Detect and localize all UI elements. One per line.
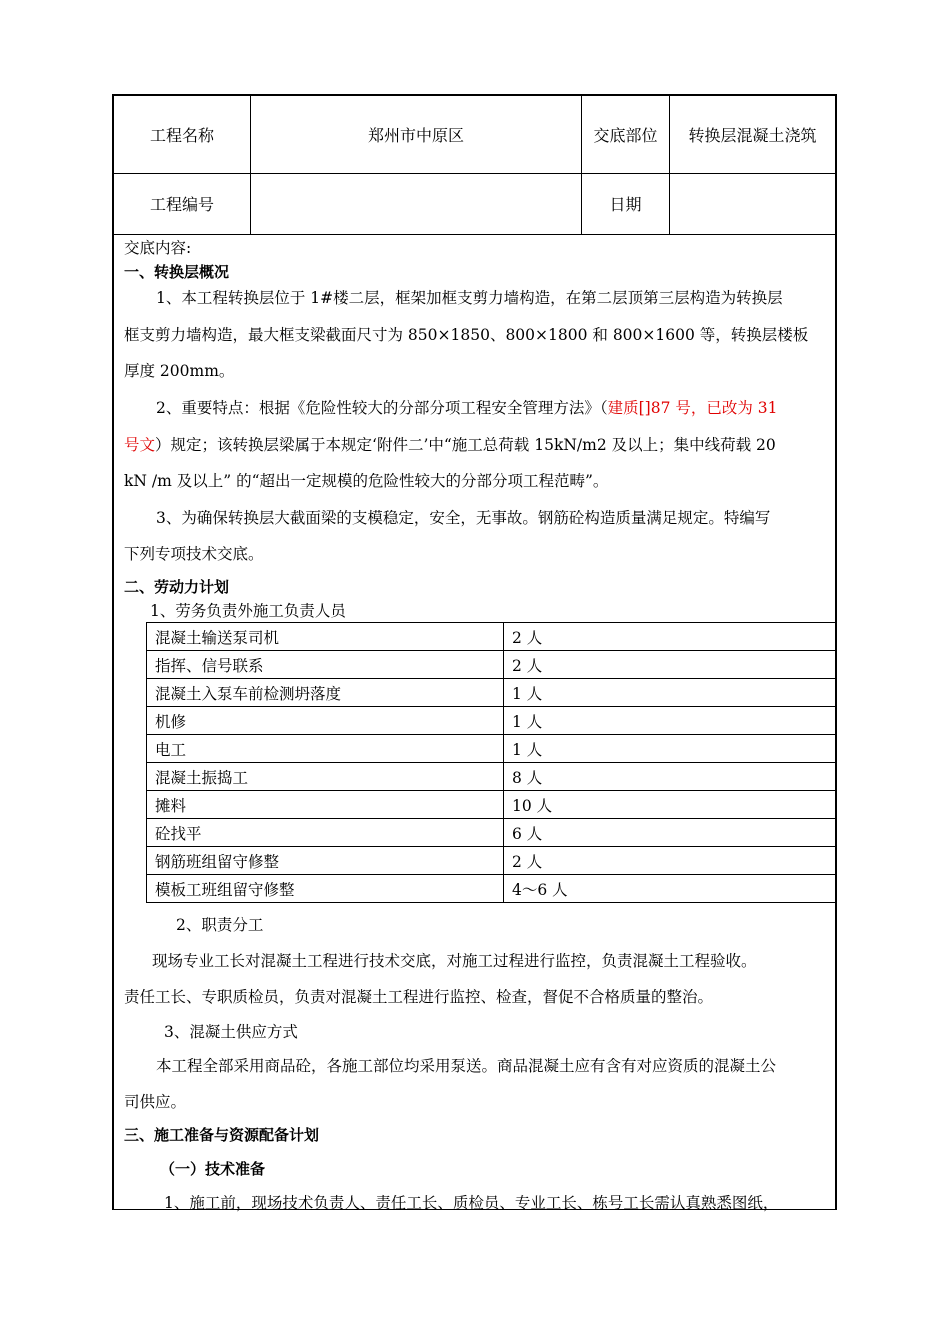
para-1-line-2: 框支剪力墙构造，最大框支梁截面尺寸为 850×1850、800×1800 和 800×1600 等，转换层楼板 <box>124 326 809 344</box>
labor-count: 2 人 <box>504 847 836 875</box>
labor-row <box>147 707 836 735</box>
labor-row <box>147 819 836 847</box>
para-2-line-3: kN /m 及以上” 的“超出一定规模的危险性较大的分部分项工程范畴”。 <box>124 472 609 490</box>
labor-count: 2 人 <box>504 651 836 679</box>
labor-role: 混凝土输送泵司机 <box>147 623 504 651</box>
labor-role: 混凝土入泵车前检测坍落度 <box>147 679 504 707</box>
labor-row <box>147 847 836 875</box>
labor-subtitle: 1、劳务负责外施工负责人员 <box>150 602 346 620</box>
labor-role: 混凝土振捣工 <box>147 763 504 791</box>
labor-row <box>147 763 836 791</box>
labor-role: 电工 <box>147 735 504 763</box>
para-3-line-1: 3、为确保转换层大截面梁的支模稳定，安全，无事故。钢筋砼构造质量满足规定。特编写 <box>156 509 771 527</box>
project-name-label: 工程名称 <box>149 126 214 145</box>
date-value <box>669 173 835 234</box>
section-3-title: 三、施工准备与资源配备计划 <box>124 1126 320 1144</box>
labor-row <box>147 875 836 903</box>
duty-subtitle: 2、职责分工 <box>176 916 264 934</box>
project-no-label: 工程编号 <box>149 195 214 214</box>
para-2-red-note-b: 号文 <box>124 436 156 454</box>
labor-row <box>147 679 836 707</box>
para-3-line-2: 下列专项技术交底。 <box>124 545 264 563</box>
para-2-line-1 <box>156 396 778 418</box>
labor-row <box>147 735 836 763</box>
labor-count: 4～6 人 <box>504 875 836 903</box>
para-2-red-note-a: 建质[]87 号，已改为 31 <box>607 399 778 417</box>
para-2-text-b: ）规定；该转换层梁属于本规定‘附件二’中“施工总荷载 15kN/m2 及以上；集中线荷载 20 <box>155 436 776 454</box>
labor-count: 1 人 <box>504 707 836 735</box>
labor-row <box>147 791 836 819</box>
section-2-title: 二、劳动力计划 <box>124 578 230 596</box>
para-1-line-1: 1、本工程转换层位于 1#楼二层，框架加框支剪力墙构造，在第二层顶第三层构造为转换层 <box>156 289 783 307</box>
labor-role: 钢筋班组留守修整 <box>147 847 504 875</box>
location-value: 转换层混凝土浇筑 <box>669 96 835 173</box>
para-2-line-2 <box>124 433 776 455</box>
project-name-value: 郑州市中原区 <box>250 96 581 173</box>
labor-row <box>147 651 836 679</box>
location-label: 交底部位 <box>581 96 669 173</box>
para-2-text-a: 2、重要特点：根据《危险性较大的分部分项工程安全管理方法》（ <box>156 399 608 417</box>
technical-disclosure-form <box>112 94 837 1210</box>
supply-line-2: 司供应。 <box>124 1093 187 1111</box>
labor-row <box>147 623 836 651</box>
tech-prep-line-1: 1、施工前，现场技术负责人、责任工长、质检员、专业工长、栋号工长需认真熟悉图纸， <box>164 1194 779 1212</box>
labor-count: 10 人 <box>504 791 836 819</box>
duty-line-1: 现场专业工长对混凝土工程进行技术交底，对施工过程进行监控，负责混凝土工程验收。 <box>152 952 757 970</box>
labor-table <box>146 622 836 903</box>
header-row-2 <box>114 173 835 235</box>
labor-count: 8 人 <box>504 763 836 791</box>
labor-count: 6 人 <box>504 819 836 847</box>
tech-prep-subtitle: （一）技术准备 <box>160 1160 266 1178</box>
labor-role: 指挥、信号联系 <box>147 651 504 679</box>
header-row-1 <box>114 96 835 174</box>
project-no-value <box>250 173 581 234</box>
duty-line-2: 责任工长、专职质检员，负责对混凝土工程进行监控、检查，督促不合格质量的整治。 <box>124 988 714 1006</box>
supply-subtitle: 3、混凝土供应方式 <box>164 1023 298 1041</box>
labor-role: 摊料 <box>147 791 504 819</box>
intro-label: 交底内容: <box>124 239 192 257</box>
labor-count: 1 人 <box>504 679 836 707</box>
supply-line-1: 本工程全部采用商品砼，各施工部位均采用泵送。商品混凝土应有含有对应资质的混凝土公 <box>156 1057 777 1075</box>
labor-role: 砼找平 <box>147 819 504 847</box>
section-1-title: 一、转换层概况 <box>124 263 230 281</box>
labor-count: 1 人 <box>504 735 836 763</box>
labor-role: 机修 <box>147 707 504 735</box>
para-1-line-3: 厚度 200mm。 <box>124 362 235 380</box>
date-label: 日期 <box>581 173 669 234</box>
labor-role: 模板工班组留守修整 <box>147 875 504 903</box>
labor-count: 2 人 <box>504 623 836 651</box>
